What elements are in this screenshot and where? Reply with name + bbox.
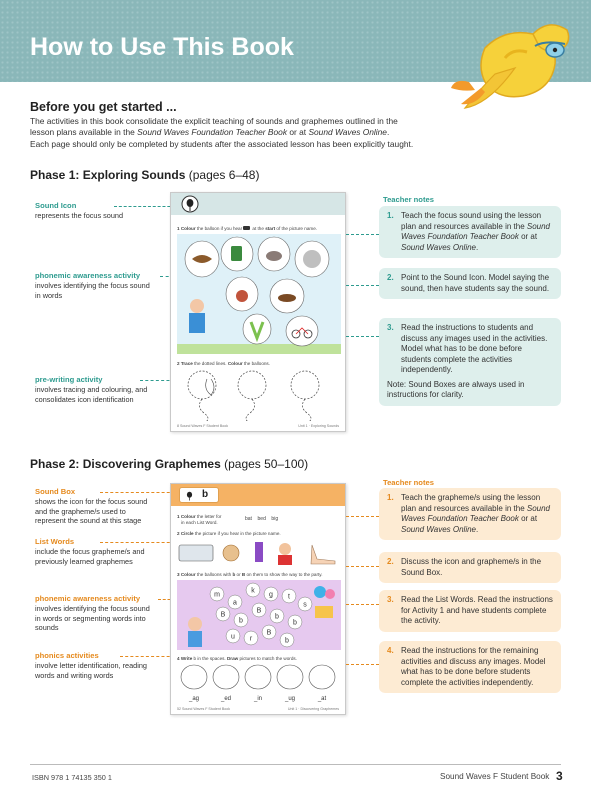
- balloon-scene: [177, 234, 341, 354]
- teacher-note-3: 3. Read the instructions to students and discuss any images used in the activities. Model what has to be done before students complete the activities independently. Note: Sound Boxes are always used in instructions for clarity.: [379, 318, 561, 406]
- label-pre-writing: pre-writing activity involves tracing and colouring, and consolidates icon identification: [35, 375, 148, 404]
- maze-balloon-letter: b: [239, 617, 243, 625]
- word-ending: _ug: [284, 696, 296, 702]
- label-list-words: List Words include the focus grapheme/s and previously learned graphemes: [35, 537, 145, 566]
- maze-balloon-letter: k: [251, 587, 255, 595]
- intro-heading: Before you get started ...: [30, 100, 177, 114]
- connector-line: [346, 234, 379, 235]
- label-phonemic-awareness-2: phonemic awareness activity involves identifying the focus sound in words or segmenting words into sounds: [35, 594, 150, 633]
- word-ending: _ag: [188, 696, 200, 702]
- activity1-instruction-line2: in each List Word.: [181, 520, 218, 525]
- teacher-note-2: 2. Discuss the icon and grapheme/s in the Sound Box.: [379, 552, 561, 583]
- sound-box-grapheme: b: [202, 489, 209, 500]
- connector-line: [346, 664, 379, 665]
- page-footer-left: 52 Sound Waves F Student Book: [177, 707, 231, 711]
- label-phonemic-awareness: phonemic awareness activity involves identifying the focus sound in words: [35, 271, 150, 300]
- maze-balloon-letter: a: [233, 599, 237, 607]
- word-ending: _at: [317, 696, 327, 702]
- writing-balloons: [177, 664, 341, 704]
- maze-balloon-letter: B: [256, 607, 262, 615]
- word-ending: _in: [253, 696, 263, 702]
- word-ending: _ed: [220, 696, 232, 702]
- teacher-notes-heading: Teacher notes: [383, 195, 434, 204]
- page-number: 3: [556, 769, 563, 783]
- maze-balloon-letter: m: [214, 591, 220, 599]
- maze-balloon-letter: B: [220, 611, 226, 619]
- activity4-instruction: 4 Write b in the spaces. Draw pictures to match the words.: [177, 656, 297, 661]
- teacher-note-2: 2. Point to the Sound Icon. Model saying the sound, then have students say the sound.: [379, 268, 561, 299]
- maze-balloon-letter: t: [288, 593, 290, 601]
- connector-line: [100, 492, 180, 493]
- phase2-heading: Phase 2: Discovering Graphemes (pages 50–100): [30, 457, 309, 471]
- page-title: How to Use This Book: [30, 33, 294, 61]
- label-phonics: phonics activities involve letter identification, reading words and writing words: [35, 651, 147, 680]
- intro-paragraph: The activities in this book consolidate the explicit teaching of sounds and graphemes outlined in the lesson plans available in the Sound Waves Foundation Teacher Book or at Sound Waves Online. Each page should only be completed by students after the associated lesson has been explicitly taught.: [30, 116, 414, 149]
- maze-balloon-letter: g: [269, 591, 273, 599]
- maze-balloon-letter: u: [231, 633, 235, 641]
- isbn: ISBN 978 1 74135 350 1: [32, 773, 112, 782]
- duck-illustration: [445, 8, 585, 118]
- connector-line: [346, 516, 379, 517]
- maze-balloon-letter: B: [266, 629, 272, 637]
- teacher-note-1: 1. Teach the grapheme/s using the lesson plan and resources available in the Sound Waves Foundation Teacher Book or at Sound Waves Online.: [379, 488, 561, 540]
- label-sound-box: Sound Box shows the icon for the focus sound and the grapheme/s used to represent the sound at this stage: [35, 487, 148, 526]
- footer-divider: [30, 764, 561, 765]
- phase1-heading: Phase 1: Exploring Sounds (pages 6–48): [30, 168, 260, 182]
- sound-icon: [183, 489, 196, 502]
- balloon-maze: [177, 580, 341, 650]
- teacher-note-4: 4. Read the instructions for the remaining activities and discuss any images. Model what has to be done before students complete the activities independently.: [379, 641, 561, 693]
- maze-balloon-letter: b: [285, 637, 289, 645]
- activity1-instruction: 1 Colour the letter for: [177, 514, 222, 519]
- activity2-instruction: 2 Circle the picture if you hear in the picture name.: [177, 531, 281, 536]
- teacher-note-1: 1. Teach the focus sound using the lesson plan and resources available in the Sound Waves Foundation Teacher Book or at Sound Waves Online.: [379, 206, 561, 258]
- activity2-instruction: 2 Trace the dotted lines. Colour the balloons.: [177, 361, 270, 366]
- phase1-sample-page: [170, 192, 346, 432]
- teacher-note-3: 3. Read the List Words. Read the instructions for Activity 1 and have students complete the activity.: [379, 590, 561, 632]
- tracing-balloons: [177, 369, 341, 421]
- connector-line: [346, 604, 379, 605]
- teacher-notes-heading: Teacher notes: [383, 478, 434, 487]
- page-footer-right: Unit 1 · Discovering Graphemes: [287, 707, 339, 711]
- label-sound-icon: Sound Icon represents the focus sound: [35, 201, 124, 221]
- list-words: bat bed big: [245, 516, 279, 522]
- activity3-instruction: 3 Colour the balloons with b or B on them to show the way to the party.: [177, 572, 323, 577]
- page-footer-right: Unit 1 · Exploring Sounds: [298, 424, 339, 428]
- book-title: Sound Waves F Student Book: [440, 772, 550, 781]
- maze-balloon-letter: r: [249, 635, 253, 643]
- phase2-sample-page: [170, 483, 346, 715]
- sound-box: [179, 487, 219, 503]
- connector-line: [346, 566, 379, 567]
- maze-balloon-letter: s: [303, 601, 307, 609]
- connector-line: [346, 285, 379, 286]
- connector-line: [100, 542, 180, 543]
- sound-icon: [181, 195, 199, 213]
- maze-balloon-letter: b: [275, 613, 279, 621]
- connector-line: [346, 336, 379, 337]
- page-footer-left: 8 Sound Waves F Student Book: [177, 424, 229, 428]
- picture-row: [177, 539, 341, 567]
- activity1-instruction: 1 Colour the balloon if you hear at the start of the picture name.: [177, 226, 318, 231]
- maze-balloon-letter: b: [293, 619, 297, 627]
